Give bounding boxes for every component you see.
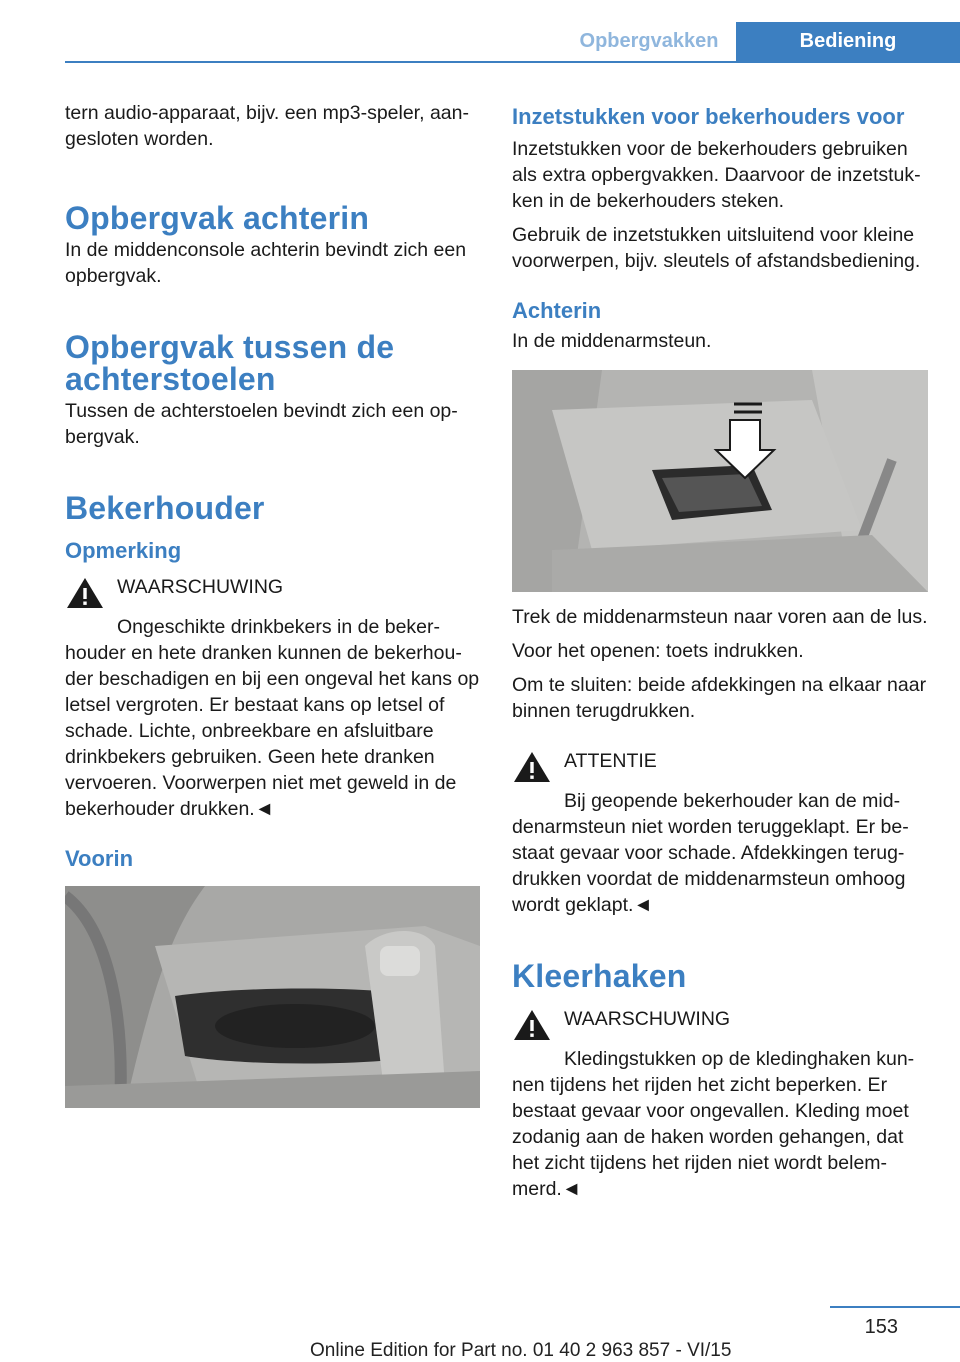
warning-label: WAARSCHUWING <box>117 576 284 598</box>
page-number: 153 <box>864 1316 898 1338</box>
warning-triangle-icon <box>65 576 105 610</box>
cupholder-title: Bekerhouder <box>65 490 265 526</box>
rear-text: In de middenarmsteun. <box>512 330 712 352</box>
rear-armrest-illustration <box>512 370 928 592</box>
rear-open-text: Voor het openen: toets indrukken. <box>512 640 804 662</box>
note-heading: Opmerking <box>65 538 182 563</box>
attention-notice <box>512 746 928 784</box>
footer-divider <box>830 1306 960 1308</box>
between-seats-text: Tussen de achterstoelen bevindt zich een opbergvak. <box>65 400 458 448</box>
hooks-title: Kleerhaken <box>512 958 687 994</box>
hooks-warning-label: WAARSCHUWING <box>564 1008 731 1030</box>
rear-pull-text: Trek de middenarmsteun naar voren aan de lus. <box>512 606 928 628</box>
hooks-warning-text: Kledingstukken op de kledinghaken kunnen tijdens het rijden het zicht beperken. Er bestaat gevaar voor ongevallen. Kleding moet zodanig aan de haken worden gehangen, dat het zicht tijdens het rijden niet wordt belemmerd.◄ <box>512 1048 915 1200</box>
right-column <box>512 100 928 1202</box>
between-seats-title: Opbergvak tussen de achterstoelen <box>65 329 395 397</box>
rear-heading: Achterin <box>512 298 602 323</box>
inserts-text-2: Gebruik de inzetstukken uitsluitend voor kleine voorwerpen, bijv. sleutels of afstandsbediening. <box>512 224 921 272</box>
tab-opbergvakken[interactable]: Opbergvakken <box>579 30 719 52</box>
attention-text: Bij geopende bekerhouder kan de middenarmsteun niet worden teruggeklapt. Er bestaat gevaar voor schade. Afdekkingen terugdrukken voordat de middenarmsteun omhoog wordt geklapt.◄ <box>512 790 909 916</box>
cupholder-warning-text: Ongeschikte drinkbekers in de bekerhouder en hete dranken kunnen de bekerhouder beschadigen en bij een ongeval het kans op letsel vergroten. Er bestaat kans op letsel of schade. Lichte, onbreekbare en afsluitbare drinkbekers gebruiken. Geen hete dranken vervoeren. Voorwerpen niet met geweld in de bekerhouder drukken.◄ <box>65 616 480 820</box>
rear-close-text: Om te sluiten: beide afdekkingen na elkaar naar binnen terugdrukken. <box>512 674 927 722</box>
left-column <box>65 100 480 1108</box>
intro-text: tern audio-apparaat, bijv. een mp3-speler, aangesloten worden. <box>65 102 469 150</box>
rear-storage-text: In de middenconsole achterin bevindt zich een opbergvak. <box>65 239 467 287</box>
inserts-title: Inzetstukken voor bekerhouders voor <box>512 104 905 129</box>
cupholder-warning <box>65 572 480 610</box>
hooks-warning <box>512 1004 928 1042</box>
attention-label: ATTENTIE <box>564 750 657 772</box>
attention-triangle-icon <box>512 750 552 784</box>
warning-triangle-icon <box>512 1008 552 1042</box>
rear-armrest-image <box>512 370 928 592</box>
footer-edition: Online Edition for Part no. 01 40 2 963 857 - VI/15 <box>310 1340 732 1361</box>
front-console-illustration <box>65 886 480 1108</box>
tab-bediening[interactable]: Bediening <box>736 22 960 61</box>
rear-storage-title: Opbergvak achterin <box>65 200 370 236</box>
header-divider <box>65 61 960 63</box>
front-heading: Voorin <box>65 846 134 871</box>
front-cupholder-image <box>65 886 480 1108</box>
inserts-text-1: Inzetstukken voor de bekerhouders gebruiken als extra opbergvakken. Daarvoor de inzetstukken in de bekerhouders steken. <box>512 138 921 212</box>
